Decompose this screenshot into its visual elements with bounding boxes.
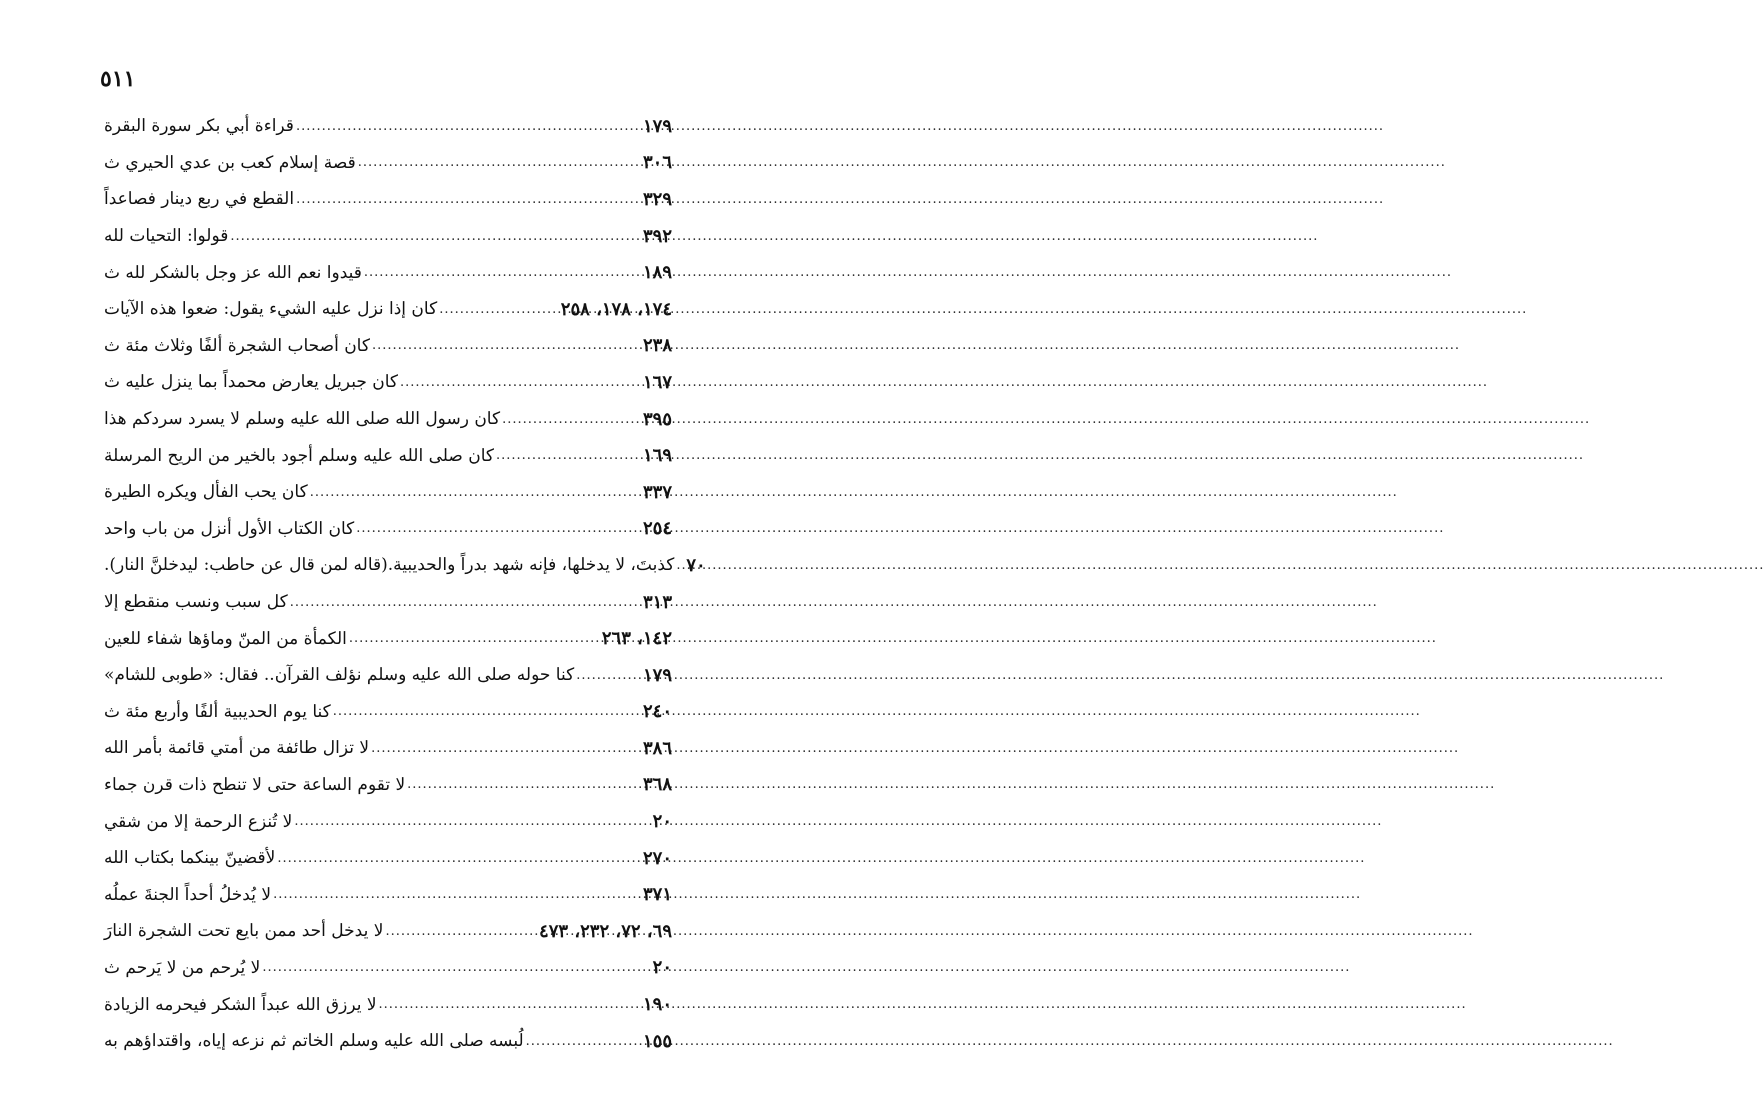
entry-page-numbers: ١٥٥ bbox=[642, 1030, 672, 1052]
index-entry bbox=[104, 584, 672, 621]
entry-text: لا يُرحم من لا يَرحم ث bbox=[104, 957, 261, 978]
entry-text: كان أصحاب الشجرة ألفًا وثلاث مئة ث bbox=[104, 335, 370, 356]
index-entry bbox=[104, 620, 672, 657]
entry-text: لا تقوم الساعة حتى لا تنطح ذات قرن جماء bbox=[104, 774, 406, 795]
entry-text: كان جبريل يعارض محمداً بما ينزل عليه ث bbox=[104, 372, 398, 393]
index-entry bbox=[104, 181, 672, 218]
entry-text: لا يُدخلُ أحداً الجنةَ عملُه bbox=[104, 884, 272, 905]
entry-text: كنا يوم الحديبية ألفًا وأربع مئة ث bbox=[104, 701, 331, 722]
dot-leader bbox=[371, 741, 641, 756]
entry-page-numbers: ٣٩٢ bbox=[642, 225, 672, 247]
index-entry bbox=[104, 840, 672, 877]
dot-leader bbox=[356, 521, 641, 536]
entry-page-numbers: ٢٧٠ bbox=[642, 847, 672, 869]
entry-page-numbers: ٢٠ bbox=[652, 811, 672, 833]
entry-text: لُبسه صلى الله عليه وسلم الخاتم ثم نزعه إياه، واقتداؤهم به bbox=[104, 1031, 524, 1052]
dot-leader bbox=[372, 338, 641, 353]
dot-leader bbox=[273, 887, 641, 902]
index-entry bbox=[104, 401, 672, 438]
index-entry bbox=[104, 145, 672, 182]
entry-text: لا تزال طائفة من أمتي قائمة بأمر الله bbox=[104, 738, 370, 759]
dot-leader bbox=[407, 777, 641, 792]
dot-leader bbox=[294, 814, 650, 829]
entry-page-numbers: ١٨٩ bbox=[642, 262, 672, 284]
entry-text: كان الكتاب الأول أنزل من باب واحد bbox=[104, 518, 355, 539]
entry-page-numbers: ٣٢٩ bbox=[642, 188, 672, 210]
entry-text: كذبتَ، لا يدخلها، فإنه شهد بدراً والحديبية.(قاله لمن قال عن حاطب: ليدخلنَّ النار). bbox=[104, 555, 675, 576]
index-entry bbox=[104, 254, 672, 291]
dot-leader bbox=[296, 192, 641, 207]
entry-page-numbers: ١٦٩ bbox=[642, 445, 672, 467]
entry-page-numbers: ٣٣٧ bbox=[642, 481, 672, 503]
entry-text: كان يحب الفأل ويكره الطيرة bbox=[104, 482, 308, 503]
dot-leader bbox=[496, 448, 641, 463]
dot-leader bbox=[400, 375, 641, 390]
dot-leader bbox=[364, 265, 641, 280]
index-entry bbox=[104, 803, 672, 840]
entry-text: كان إذا نزل عليه الشيء يقول: ضعوا هذه الآيات bbox=[104, 299, 438, 320]
entry-text: كان صلى الله عليه وسلم أجود بالخير من الريح المرسلة bbox=[104, 445, 494, 466]
dot-leader bbox=[379, 997, 641, 1012]
entry-text: كنا حوله صلى الله عليه وسلم نؤلف القرآن.. فقال: «طوبى للشام» bbox=[104, 665, 575, 686]
entry-page-numbers: ٣٩٥ bbox=[642, 408, 672, 430]
index-entry bbox=[104, 657, 672, 694]
dot-leader bbox=[439, 302, 559, 317]
entry-text: لا يدخل أحد ممن بايع تحت الشجرة النارَ bbox=[104, 921, 384, 942]
page-number: ٥١١ bbox=[100, 66, 136, 92]
dot-leader bbox=[358, 155, 641, 170]
dot-leader bbox=[676, 558, 684, 573]
dot-leader bbox=[262, 960, 650, 975]
entry-page-numbers: ١٧٩ bbox=[642, 664, 672, 686]
index-entry bbox=[104, 328, 672, 365]
index-entry bbox=[104, 474, 672, 511]
entry-page-numbers: ٢٠ bbox=[652, 957, 672, 979]
dot-leader bbox=[349, 631, 600, 646]
index-entry bbox=[104, 986, 672, 1023]
entry-page-numbers: ٢٣٨ bbox=[642, 335, 672, 357]
entry-text: الكمأة من المنّ وماؤها شفاء للعين bbox=[104, 628, 347, 649]
entry-page-numbers: ٣٦٨ bbox=[642, 774, 672, 796]
index-entry bbox=[104, 437, 672, 474]
entry-page-numbers: ٣٨٦ bbox=[642, 737, 672, 759]
entry-text: القطع في ربع دينار فصاعداً bbox=[104, 189, 295, 210]
entry-page-numbers: ٧٠ bbox=[686, 554, 706, 576]
entry-page-numbers: ٢٥٤ bbox=[642, 518, 672, 540]
entry-page-numbers: ٢٤٠ bbox=[642, 701, 672, 723]
index-entry bbox=[104, 364, 672, 401]
entry-text: كل سبب ونسب منقطع إلا bbox=[104, 592, 288, 613]
dot-leader bbox=[230, 229, 641, 244]
entry-page-numbers: ١٧٩ bbox=[642, 115, 672, 137]
entry-page-numbers: ٣٠٦ bbox=[642, 152, 672, 174]
index-entry bbox=[104, 876, 672, 913]
entry-page-numbers: ٦٩، ٧٢، ٢٣٢، ٤٧٣ bbox=[539, 920, 672, 942]
index-entry bbox=[104, 913, 672, 950]
index-entry bbox=[104, 108, 672, 145]
entry-text: قيدوا نعم الله عز وجل بالشكر لله ث bbox=[104, 262, 362, 283]
dot-leader bbox=[277, 851, 641, 866]
entry-page-numbers: ١٤٢، ٢٦٣ bbox=[601, 628, 672, 650]
entry-page-numbers: ١٩٠ bbox=[642, 994, 672, 1016]
index-entry bbox=[104, 1023, 672, 1060]
entry-text: لأقضينّ بينكما بكتاب الله bbox=[104, 848, 276, 869]
index-entry bbox=[104, 547, 706, 584]
entry-text: قراءة أبي بكر سورة البقرة bbox=[104, 116, 294, 137]
dot-leader bbox=[385, 924, 537, 939]
index-entry bbox=[104, 218, 672, 255]
entry-text: قولوا: التحيات لله bbox=[104, 226, 229, 247]
entry-text: لا تُنزع الرحمة إلا من شقي bbox=[104, 811, 293, 832]
entry-page-numbers: ١٦٧ bbox=[642, 371, 672, 393]
dot-leader bbox=[333, 704, 641, 719]
dot-leader bbox=[310, 485, 641, 500]
dot-leader bbox=[502, 412, 641, 427]
entry-text: لا يرزق الله عبداً الشكر فيحرمه الزيادة bbox=[104, 994, 377, 1015]
entry-text: كان رسول الله صلى الله عليه وسلم لا يسرد سردكم هذا bbox=[104, 409, 501, 430]
dot-leader bbox=[290, 595, 641, 610]
dot-leader bbox=[576, 668, 641, 683]
entry-page-numbers: ٣١٣ bbox=[642, 591, 672, 613]
entry-page-numbers: ١٧٤، ١٧٨، ٢٥٨ bbox=[560, 298, 672, 320]
dot-leader bbox=[296, 119, 641, 134]
dot-leader bbox=[526, 1034, 641, 1049]
index-entries-list bbox=[104, 108, 706, 1059]
index-entry bbox=[104, 950, 672, 987]
index-entry bbox=[104, 767, 672, 804]
index-entry bbox=[104, 730, 672, 767]
index-entry bbox=[104, 511, 672, 548]
index-entry bbox=[104, 291, 672, 328]
entry-text: قصة إسلام كعب بن عدي الحيري ث bbox=[104, 152, 356, 173]
entry-page-numbers: ٣٧١ bbox=[642, 884, 672, 906]
index-entry bbox=[104, 694, 672, 731]
